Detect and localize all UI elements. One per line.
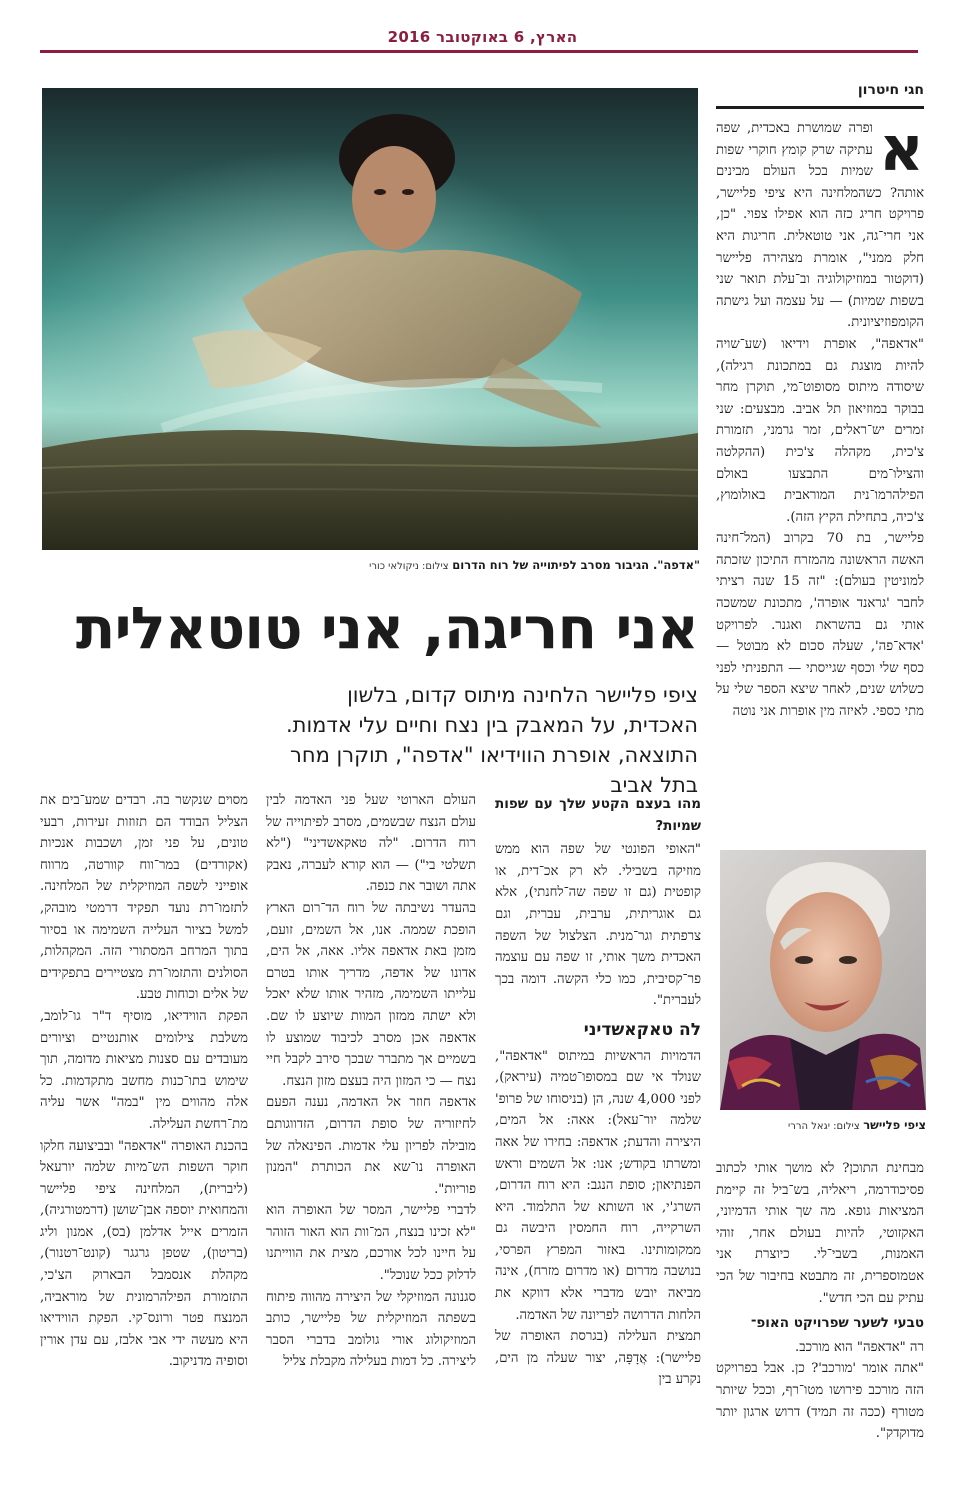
headline: אני חריגה, אני טוטאלית	[75, 594, 698, 662]
column-3	[266, 790, 476, 1373]
column-2	[495, 790, 701, 1391]
col1-paragraph-3: פליישר, בת 70 בקרוב (המל־חינה האשה הראשונה מהמזרח התיכון שזכתה למוניטין בעולם): "זה 15 שנה רציתי לחבר 'גראנד אופרה', מתכונת שמשכה אותי גם בהשראת ואגנר. לפרויקט 'אדא־פה', שעלה סכום לא מבוטל — כסף שלי וכסף שגייסתי — התפניתי לפני כשלוש שנים, לאחר שיצא הספר שלי על מתי כספי. לאיזה מין אופרות אני נוטה	[716, 531, 924, 720]
col4-paragraph-1: מסוים שנקשר בה. רבדים שמע־בים את הצליל הבודד הם תזוזות זעירות, רבעי טונים, על פני זמן, ושכבות אנכיות (אקורדים) במר־ווח קוורטה, מרווח אופייני לשפה המוזיקלית של המלחינה. לתזמו־רת נועד תפקיד דרמטי מובהק, למשל בציור העלייה השמימה או בסיור בתוך המרחב המסתורי הזה. המקהלות, הסולנים והתזמו־רת מצטיירים בתפקידים של אלים וכוחות טבע.	[40, 793, 248, 1003]
main-photo-caption-credit: צילום: ניקולאי כורי	[369, 561, 449, 572]
portrait-caption	[720, 1118, 926, 1132]
main-photo-caption	[120, 558, 700, 572]
col3-paragraph-1: העולם הארוטי שעל פני האדמה לבין עולם הנצח שבשמים, מסרב לפיתוייה של רוח הדרום. "לה טאקאשדיני" ("לא תשלטי בי") — הוא קורא לעברה, נאבק אתה ושובר את כנפה.	[266, 793, 476, 895]
col3-paragraph-2: בהעדר נשיבתה של רוח הד־רום הארץ הופכת שממה. אנו, אל השמים, זועם, מזמן באת אדאפה אליו. אאה, אל הים, אדונו של אדפה, מדריך אותו בטרם עלייתו השמימה, מזהיר אותו שלא יאכל ולא ישתה ממזון המוות שיוצע לו שם. אדאפה אכן מסרב לכיבוד שמוצע לו בשמיים אך מתברר שבכך סירב לקבל חיי נצח — כי המזון היה בעצם מזון הנצח.	[266, 900, 476, 1089]
col2-paragraph-3: תמצית העלילה (בגרסת האופרה של פליישר): אֲדָפָּה, יצור שעלה מן הים, נקרע בין	[495, 1329, 701, 1388]
col1-paragraph-4: מבחינת התוכן? לא מושך אותי לכתוב פסיכודרמה, ריאליה, בש־ביל זה קיימת המציאות גופא. מה שך אותי הדמיוני, האקזוטי, להיות בעולם אחר, זוהי האמנות, בשבי־לי. כיוצרת אני אטמוספרית, זה מתבטא בחיבור של הכי עתיק עם הכי חדש".	[716, 1161, 924, 1306]
col2-paragraph-2: הדמויות הראשיות במיתוס "אדאפה", שנולד אי שם במסופו־טמיה (עיראק), לפני 4,000 שנה, הן (בניסוחו של פרופ' שלמה יור־עאל): אאה: אל המים, היצירה והדעת; אדאפה: בחירו של אאה ומשרתו בקודש; אנו: אל השמים וראש הפנתיאון; סופת הנגב: היא רוח הדרום, השרג'י, או השותא של התלמוד. היא השרקייה, רוח החמסין היבשה גם ממקומותינו. באזור המפרץ הפרסי, בנושבה מדרום (או מדרום מזרח), אינה מביאה יובש מדברי אלא דווקא את הלחות הדרושה לפריונה של האדמה.	[495, 1048, 701, 1323]
drop-cap: א	[878, 112, 924, 185]
author-rule	[716, 106, 924, 109]
portrait-caption-name: ציפי פליישר	[863, 1118, 926, 1132]
col1-paragraph-6: "אתה אומר 'מורכב'? כן. אבל בפרויקט הזה מורכב פירושו מטו־רף, וככל שיותר מטורף (ככה זה תמיד) דרוש ארגון יותר מדוקדק".	[716, 1361, 924, 1442]
col2-subhead: מהו בעצם הקטע שלך עם שפות שמיות?	[495, 796, 701, 834]
main-photo-image	[42, 88, 698, 550]
portrait-image	[720, 850, 926, 1110]
header-date-line: הארץ, 6 באוקטובר 2016	[387, 28, 578, 46]
col1-paragraph-1: ופרה שמושרת באכדית, שפה עתיקה שרק קומץ חוקרי שפות שמיות בכל העולם מבינים אותה? כשהמלחינה היא ציפי פליישר, פרויקט חריג כזה הוא אפילו צפוי. "כן, אני חרי־גה, אני טוטאלית. חריגות היא חלק ממני", אומרת מצהירה פליישר (דוקטור במוזיקולוגיה וב־עלת תואר שני בשפות שמיות) — על עצמה ועל גישתה הקומפוזיציונית.	[716, 121, 924, 331]
main-photo	[42, 88, 698, 550]
col3-paragraph-5: סגנונה המוזיקלי של היצירה מהווה פיתוח בשפתה המוזיקלית של פליישר, כותב המוזיקולוג אורי גולומב בדברי הסבר ליצירה. כל דמות בעלילה מקבלת צליל	[266, 1289, 476, 1370]
portrait-caption-credit: צילום: יגאל הררי	[787, 1121, 860, 1132]
col3-paragraph-3: אדאפה חוזר אל האדמה, נענה הפעם לחיזוריה של סופת הדרום, הזדווגותם מובילה לפריון עלי אדמות. הפינאלה של האופרה נו־שא את הכותרת "המנון פוריות".	[266, 1095, 476, 1197]
column-1-bottom	[716, 1158, 924, 1445]
column-1-top	[716, 112, 924, 723]
lede: ציפי פליישר הלחינה מיתוס קדום, בלשון האכדית, על המאבק בין נצח וחיים עלי אדמות. התוצאה, אופרת הווידיאו "אדפה", תוקרן מחר בתל אביב	[285, 683, 698, 797]
col4-paragraph-3: בהכנת האופרה "אדאפה" ובביצועה חלקו חוקר השפות הש־מיות שלמה יורעאל (ליברית), המלחינה ציפי פליישר והמחואית יוספה אבן־שושן (דרמטורגיה), הזמרים אייל אדלמן (בס), אמנון וליג (בריטון), שטפן גרגגר (קונט־רטנור), מקהלת אנסמבל הבארוק הצ'כי, התזמורת הפילהרמונית של מוראביה, המנצח פטר ורונס־קי. הפקת הווידיאו היא מעשה ידי אבי אלבז, עם עדן אורין וסופיה מדניקוב.	[40, 1138, 248, 1370]
col2-section-heading: לה טאקאשדיני	[583, 1019, 701, 1040]
col1-subhead: טבעי לשער שפרויקט האופ־	[750, 1315, 924, 1332]
col2-paragraph-1: "האופי הפונטי של שפה הוא ממש מוזיקה בשבילי. לא רק אכ־דית, או קופטית (גם זו שפה שה־לחנתי), אלא גם אוגריתית, ערבית, עברית, וגם צרפתית וגר־מנית. הצלצול של השפה האכדית משך אותי, זו שפה עם עוצמה פר־קסיבית, כמו כלי הקשה. דומה בכך לעברית".	[495, 842, 701, 1009]
column-4	[40, 790, 248, 1373]
main-photo-caption-title: "אדפה". הגיבור מסרב לפיתוייה של רוח הדרום	[452, 558, 700, 572]
col3-paragraph-4: לדברי פליישר, המסר של האופרה הוא "לא זכינו בנצח, המ־וות הוא האור הזוהר על חיינו לכל אורכם, מצית את הווייתנו לדלוק ככל שנוכל".	[266, 1203, 476, 1284]
portrait-photo	[720, 850, 926, 1110]
col4-paragraph-2: הפקת הווידיאו, מוסיף ד"ר גו־לומב, משלבת צילומים אותנטיים וציורים מעובדים עם סצנות מציאות מדומה, תוך שימוש בתו־כנות מחשב מתקדמות. כל אלה מהווים מין "במה" אשר עליה מת־רחשת העלילה.	[40, 1008, 248, 1132]
col1-paragraph-2: "אדאפה", אופרת וידיאו (שע־שויה להיות מוצגת גם במתכונת רגילה), שיסודה מיתוס מסופוט־מי, תוקרן מחר בבוקר במוזיאון תל אביב. מבצעים: שני זמרים יש־ראלים, זמר גרמני, תזמורת צ'כית, מקהלה צ'כית (ההקלטה והצילו־מים התבצעו באולם הפילהרמו־נית המוראבית באולומוץ, צ'כיה, בתחילת הקיץ הזה).	[716, 336, 924, 525]
header-rule	[40, 50, 918, 53]
author-name: חגי חיטרון	[857, 82, 924, 98]
col1-paragraph-5: רה "אדאפה" הוא מורכב.	[795, 1339, 924, 1355]
